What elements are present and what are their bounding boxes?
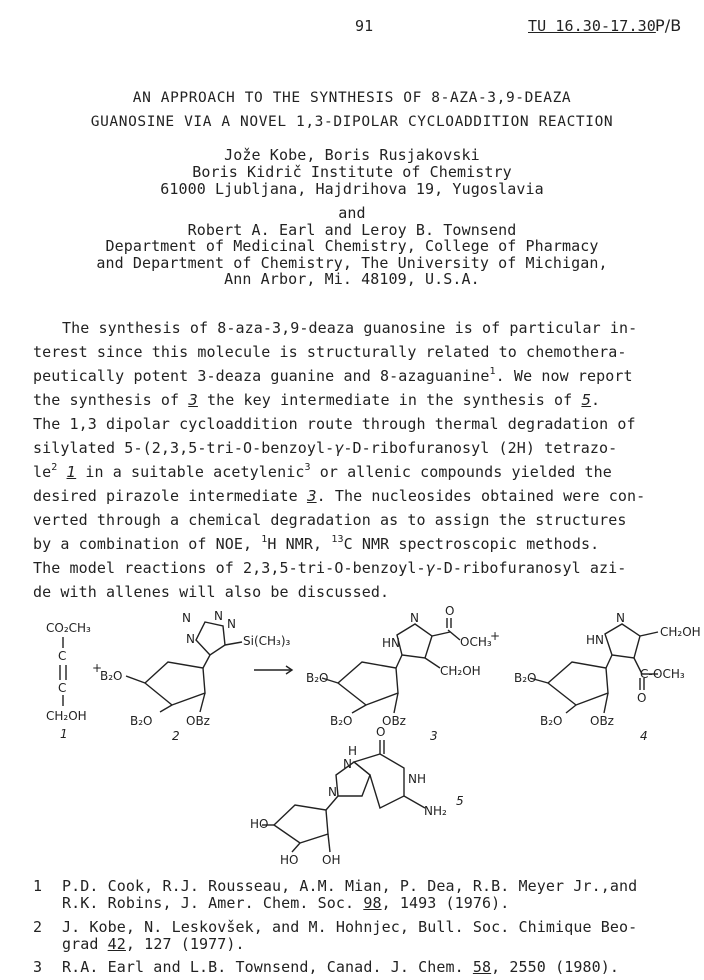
address-1: 61000 Ljubljana, Hajdrihova 19, Yugoslavia xyxy=(160,180,544,198)
abstract-line: The model reactions of 2,3,5-tri-O-benzoyl-γ-D-ribofuranosyl azi- xyxy=(33,559,627,577)
title-line-2: GUANOSINE VIA A NOVEL 1,3-DIPOLAR CYCLOADDITION REACTION xyxy=(90,114,614,130)
atom-label: O xyxy=(637,691,647,705)
abstract-line: the synthesis of 3 the key intermediate in the synthesis of 5. xyxy=(33,391,601,409)
session-code: TU 16.30-17.30 xyxy=(528,17,656,35)
compound-ref: 5 xyxy=(581,391,592,409)
benzoyl-label: OBz xyxy=(590,714,614,728)
benzoyl-label: B₂O xyxy=(100,669,123,683)
title-line-1: AN APPROACH TO THE SYNTHESIS OF 8-AZA-3,9-DEAZA xyxy=(132,90,572,106)
reference-text: R.A. Earl and L.B. Townsend, Canad. J. Chem. 58, 2550 (1980). xyxy=(62,958,619,976)
abstract-line: The 1,3 dipolar cycloaddition route through thermal degradation of xyxy=(33,415,636,433)
page-number: 91 xyxy=(355,17,374,35)
abstract-line: terest since this molecule is structurally related to chemothera- xyxy=(33,343,627,361)
institution-2b: and Department of Chemistry, The University of Michigan, xyxy=(96,254,608,272)
abstract-line: de with allenes will also be discussed. xyxy=(33,583,390,601)
atom-label: N xyxy=(328,785,337,799)
address-2: Ann Arbor, Mi. 48109, U.S.A. xyxy=(224,270,480,288)
abstract-line: The synthesis of 8-aza-3,9-deaza guanosine is of particular in- xyxy=(62,319,638,337)
hydroxyl-label: HO xyxy=(250,817,269,831)
atom-label: O xyxy=(376,725,386,739)
reference-number: 3 xyxy=(33,958,43,976)
and-separator: and xyxy=(338,204,366,222)
atom-label: N xyxy=(182,611,191,625)
greek-gamma: γ xyxy=(334,439,344,457)
atom-label: N xyxy=(616,611,625,625)
benzoyl-label: B₂O xyxy=(540,714,563,728)
benzoyl-label: OBz xyxy=(382,714,406,728)
compound-ref: 3 xyxy=(188,391,198,409)
compound-1-ester: CO₂CH₃ xyxy=(46,621,91,635)
abstract-line: verted through a chemical degradation as to assign the structures xyxy=(33,511,627,529)
compound-ref: 1 xyxy=(66,463,77,481)
reference-number: 1 xyxy=(33,877,43,895)
atom-label: NH xyxy=(408,772,426,786)
benzoyl-label: B₂O xyxy=(306,671,329,685)
atom-label: C xyxy=(58,681,67,695)
reaction-scheme xyxy=(0,600,704,870)
atom-label: N xyxy=(410,611,419,625)
plus-sign: + xyxy=(490,629,501,643)
atom-label: H xyxy=(348,744,358,758)
reference-number: 2 xyxy=(33,918,43,936)
atom-label: N xyxy=(343,757,352,771)
atom-label: N xyxy=(227,617,236,631)
abstract-line: peutically potent 3-deaza guanine and 8-azaguanine$^1$. We now report xyxy=(33,366,633,385)
compound-1-number: 1 xyxy=(60,727,68,741)
compound-5-number: 5 xyxy=(456,794,464,808)
atom-label: N xyxy=(186,632,195,646)
atom-label: C xyxy=(58,649,67,663)
hydroxyl-label: OH xyxy=(322,853,341,867)
plus-sign: + xyxy=(92,661,103,675)
atom-label: HN xyxy=(382,636,400,650)
ester-label: OCH₃ xyxy=(460,635,492,649)
benzoyl-label: B₂O xyxy=(130,714,153,728)
atom-label: HN xyxy=(586,633,604,647)
authors-group-2: Robert A. Earl and Leroy B. Townsend xyxy=(187,221,517,239)
hydroxyl-label: HO xyxy=(280,853,299,867)
reference-text: R.K. Robins, J. Amer. Chem. Soc. 98, 1493 (1976). xyxy=(62,894,510,912)
greek-gamma: γ xyxy=(425,559,435,577)
institution-1: Boris Kidrič Institute of Chemistry xyxy=(192,163,512,181)
alcohol-label: CH₂OH xyxy=(660,625,701,639)
abstract-line: silylated 5-(2,3,5-tri-O-benzoyl-γ-D-ribofuranosyl (2H) tetrazo- xyxy=(33,439,618,457)
session-type: P/B xyxy=(655,16,682,35)
institution-2a: Department of Medicinal Chemistry, College of Pharmacy xyxy=(105,237,599,255)
ester-label: C-OCH₃ xyxy=(640,667,685,681)
reference-text: P.D. Cook, R.J. Rousseau, A.M. Mian, P. Dea, R.B. Meyer Jr.,and xyxy=(62,877,638,895)
benzoyl-label: B₂O xyxy=(330,714,353,728)
abstract-line: by a combination of NOE, $^1$H NMR, $^{13}$C NMR spectroscopic methods. xyxy=(33,534,600,553)
benzoyl-label: B₂O xyxy=(514,671,537,685)
reference-text: J. Kobe, N. Leskovšek, and M. Hohnjec, Bull. Soc. Chimique Beo- xyxy=(62,918,638,936)
atom-label: O xyxy=(445,604,455,618)
abstract-line: $le^2$ 1 in a suitable acetylenic$^3$ or allenic compounds yielded the xyxy=(33,462,612,481)
compound-1-alcohol: CH₂OH xyxy=(46,709,87,723)
alcohol-label: CH₂OH xyxy=(440,664,481,678)
silyl-group: Si(CH₃)₃ xyxy=(243,634,291,648)
abstract-line: desired pirazole intermediate 3. The nucleosides obtained were con- xyxy=(33,487,646,505)
benzoyl-label: OBz xyxy=(186,714,210,728)
compound-ref: 3 xyxy=(306,487,317,505)
compound-4-number: 4 xyxy=(640,729,648,743)
amine-label: NH₂ xyxy=(424,804,447,818)
compound-2-number: 2 xyxy=(172,729,180,743)
authors-group-1: Jože Kobe, Boris Rusjakovski xyxy=(224,146,480,164)
reference-text: grad 42, 127 (1977). xyxy=(62,935,245,953)
atom-label: N xyxy=(214,609,223,623)
compound-3-number: 3 xyxy=(430,729,438,743)
